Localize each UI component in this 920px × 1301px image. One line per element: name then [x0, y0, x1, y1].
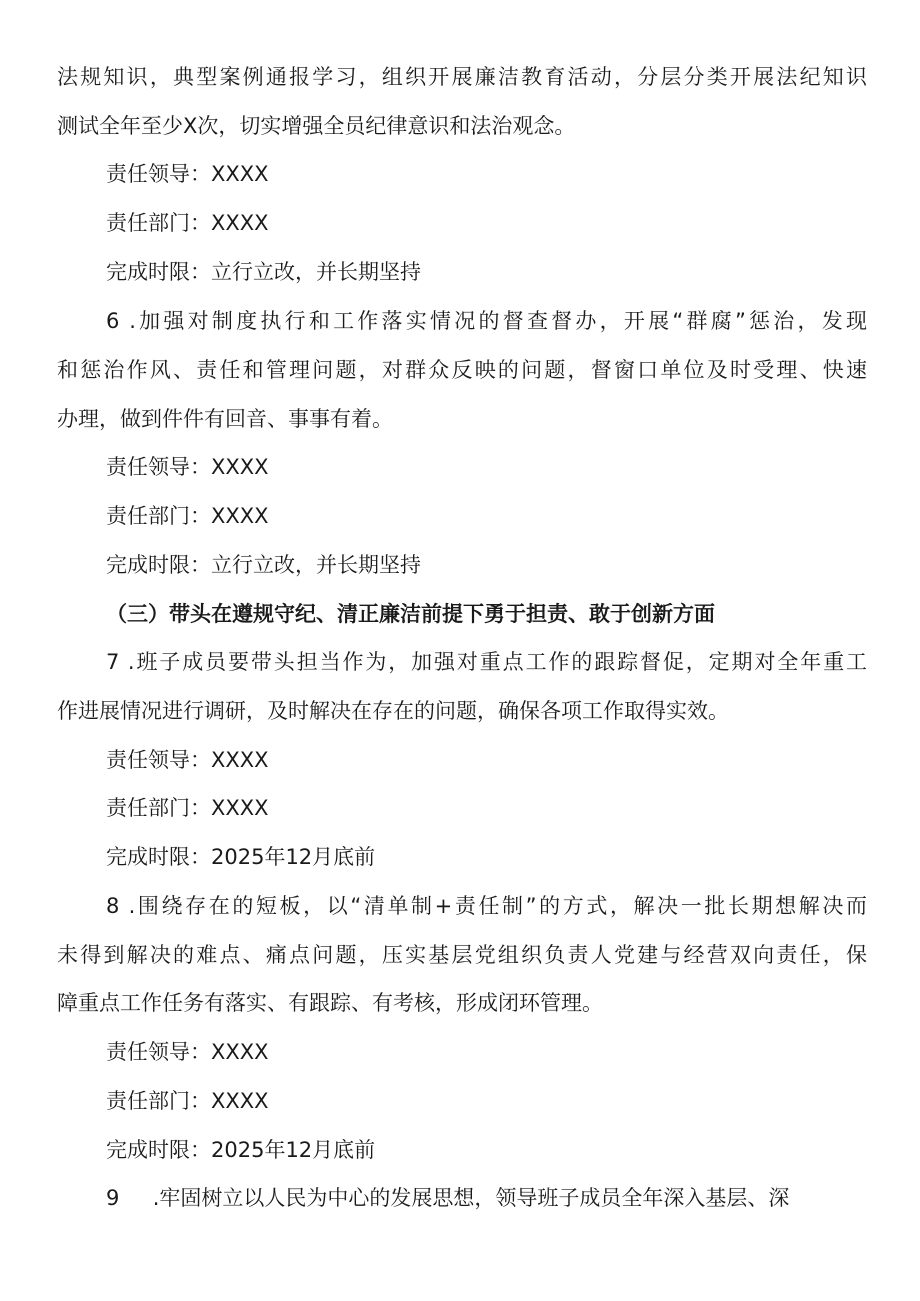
item-8-line-2: 未得到解决的难点、痛点问题，压实基层党组织负责人党建与经营双向责任，保: [57, 943, 867, 967]
item-6-line-2: 和惩治作风、责任和管理问题，对群众反映的问题，督窗口单位及时受理、快速: [57, 358, 867, 382]
item-7-deadline: 完成时限：2025年12月底前: [106, 845, 376, 869]
item-8-line-1: 8 .围绕存在的短板，以“清单制+责任制”的方式，解决一批长期想解决而: [106, 894, 867, 918]
item-9-line-1: 9 .牢固树立以人民为中心的发展思想，领导班子成员全年深入基层、深: [106, 1186, 790, 1210]
item-6-deadline: 完成时限：立行立改，并长期坚持: [106, 553, 421, 577]
item-6-line-3: 办理，做到件件有回音、事事有着。: [57, 407, 393, 431]
item-7-line-1: 7 .班子成员要带头担当作为，加强对重点工作的跟踪督促，定期对全年重工: [106, 650, 867, 674]
item-7-line-2: 作进展情况进行调研，及时解决在存在的问题，确保各项工作取得实效。: [57, 699, 729, 723]
paragraph-5-line-2: 法规知识，典型案例通报学习，组织开展廉洁教育活动，分层分类开展法纪知识: [57, 65, 867, 89]
item-5-leader: 责任领导：XXXX: [106, 162, 269, 186]
item-6-leader: 责任领导：XXXX: [106, 455, 269, 479]
item-8-leader: 责任领导：XXXX: [106, 1040, 269, 1064]
item-6-line-1: 6 .加强对制度执行和工作落实情况的督查督办，开展“群腐”惩治，发现: [106, 309, 867, 333]
item-8-deadline: 完成时限：2025年12月底前: [106, 1138, 376, 1162]
item-5-department: 责任部门：XXXX: [106, 211, 269, 235]
item-8-department: 责任部门：XXXX: [106, 1089, 269, 1113]
item-7-department: 责任部门：XXXX: [106, 796, 269, 820]
item-7-leader: 责任领导：XXXX: [106, 748, 269, 772]
item-5-deadline: 完成时限：立行立改，并长期坚持: [106, 260, 421, 284]
section-heading-3: （三）带头在遵规守纪、清正廉洁前提下勇于担责、敢于创新方面: [106, 602, 715, 626]
item-8-line-3: 障重点工作任务有落实、有跟踪、有考核，形成闭环管理。: [57, 991, 603, 1015]
paragraph-5-line-3: 测试全年至少X次，切实增强全员纪律意识和法治观念。: [57, 114, 576, 138]
item-6-department: 责任部门：XXXX: [106, 504, 269, 528]
